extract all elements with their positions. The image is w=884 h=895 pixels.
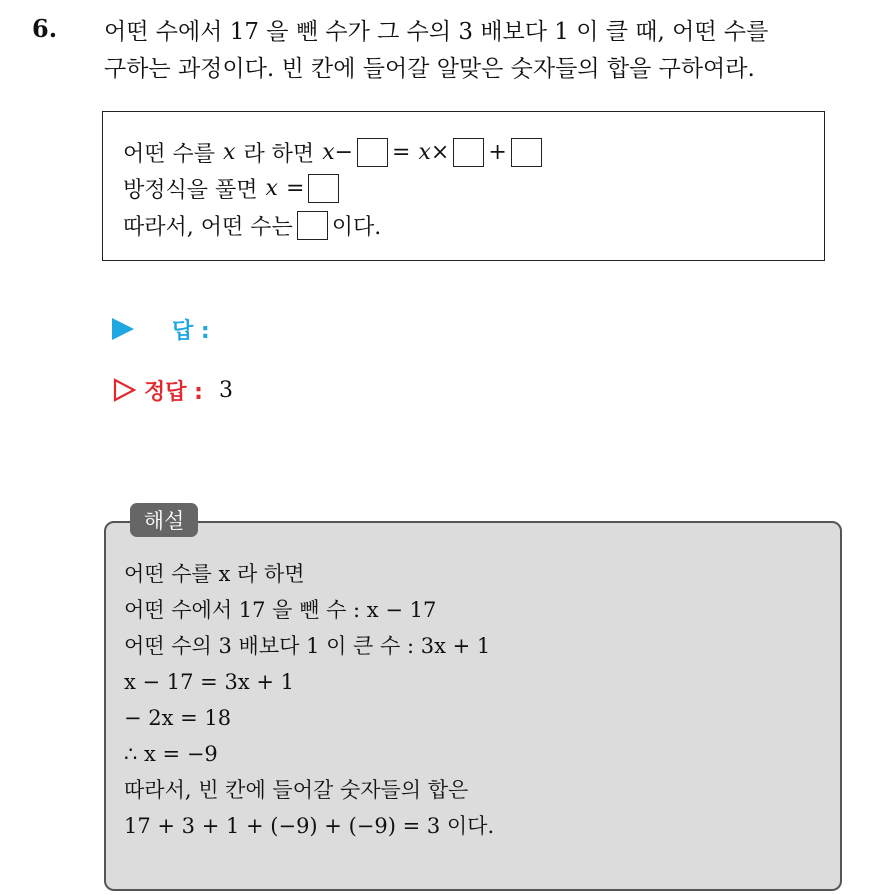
- correct-answer-row: [112, 374, 233, 406]
- solution-line: 어떤 수의 3 배보다 1 이 큰 수 : 3x + 1: [124, 634, 491, 658]
- fill-line-1: [123, 134, 546, 170]
- question-text: [104, 14, 874, 88]
- correct-answer-label: 정답 :: [144, 379, 203, 405]
- solution-line: ∴ x = −9: [124, 742, 218, 766]
- solution-tag: 해설: [130, 503, 198, 537]
- fill-line-2: [123, 170, 343, 206]
- solution-text: [124, 556, 494, 844]
- variable-x: x: [418, 139, 431, 165]
- minus-sign: −: [334, 139, 354, 165]
- question-line: 구하는 과정이다. 빈 칸에 들어갈 알맞은 숫자들의 합을 구하여라.: [104, 56, 755, 82]
- blank-box[interactable]: [453, 138, 484, 167]
- play-triangle-icon: [112, 318, 134, 340]
- fill-line-3: [123, 207, 381, 243]
- question-number: 6.: [32, 14, 58, 43]
- variable-x: x: [265, 175, 278, 201]
- correct-answer-value: 3: [218, 377, 233, 403]
- blank-box[interactable]: [357, 138, 388, 167]
- fill-text: 이다.: [331, 214, 382, 240]
- times-sign: ×: [430, 139, 450, 165]
- question-line: 어떤 수에서 17 을 뺀 수가 그 수의 3 배보다 1 이 클 때, 어떤 수를: [104, 19, 769, 45]
- variable-x: x: [322, 139, 335, 165]
- answer-label: 답 :: [172, 318, 210, 344]
- plus-sign: +: [488, 139, 507, 165]
- solution-line: − 2x = 18: [124, 706, 232, 730]
- fill-text: 어떤 수를: [123, 141, 216, 167]
- solution-line: 어떤 수를 x 라 하면: [124, 562, 305, 586]
- variable-x: x: [223, 139, 236, 165]
- solution-line: 17 + 3 + 1 + (−9) + (−9) = 3 이다.: [124, 814, 495, 838]
- solution-line: x − 17 = 3x + 1: [124, 670, 294, 694]
- blank-box[interactable]: [511, 138, 542, 167]
- blank-box[interactable]: [308, 174, 339, 203]
- answer-row: [112, 313, 210, 345]
- fill-in-box: [102, 111, 825, 261]
- solution-line: 어떤 수에서 17 을 뺀 수 : x − 17: [124, 598, 437, 622]
- equals-sign: =: [285, 175, 305, 201]
- blank-box[interactable]: [297, 211, 328, 240]
- fill-text: 라 하면: [243, 141, 315, 167]
- equals-sign: =: [392, 139, 411, 165]
- solution-line: 따라서, 빈 칸에 들어갈 숫자들의 합은: [124, 778, 469, 802]
- fill-text: 방정식을 풀면: [123, 177, 258, 203]
- outline-triangle-icon: [112, 378, 136, 402]
- fill-text: 따라서, 어떤 수는: [123, 214, 293, 240]
